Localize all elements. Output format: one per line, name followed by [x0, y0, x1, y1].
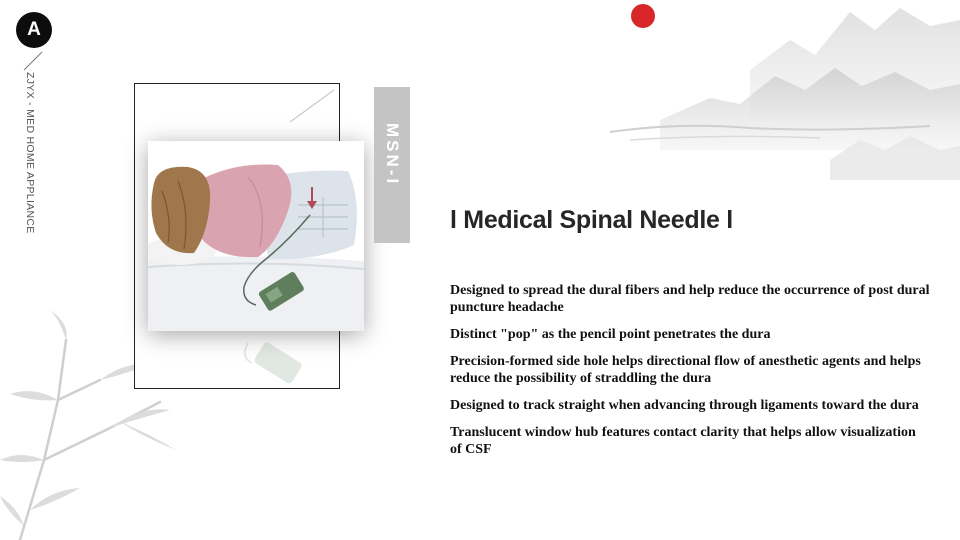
- brand-logo-letter: A: [27, 19, 41, 40]
- brand-tagline: ZJYX - MED HOME APPLIANCE: [24, 72, 36, 234]
- model-code: MSN-I: [383, 123, 402, 187]
- patient-illustration: [148, 141, 364, 331]
- feature-item: Designed to track straight when advancing through ligaments toward the dura: [450, 398, 919, 413]
- divider-slash: [22, 50, 44, 72]
- frame-accent-line: [286, 88, 336, 124]
- feature-item: Translucent window hub features contact clarity that helps allow visualization of CSF: [450, 425, 916, 457]
- feature-item: Precision-formed side hole helps directional flow of anesthetic agents and helps reduce the possibility of straddling the dura: [450, 354, 921, 386]
- feature-item: Designed to spread the dural fibers and help reduce the occurrence of post dural puncture headache: [450, 283, 930, 315]
- model-label-tab: [374, 87, 410, 243]
- feature-item: Distinct "pop" as the pencil point penetrates the dura: [450, 327, 771, 342]
- illustration-reflection: [148, 333, 364, 393]
- ink-mountain-landscape: [600, 0, 960, 190]
- feature-list: [450, 282, 930, 468]
- product-title: l Medical Spinal Needle l: [450, 206, 733, 234]
- brand-logo: [16, 12, 52, 48]
- product-illustration: [148, 141, 364, 331]
